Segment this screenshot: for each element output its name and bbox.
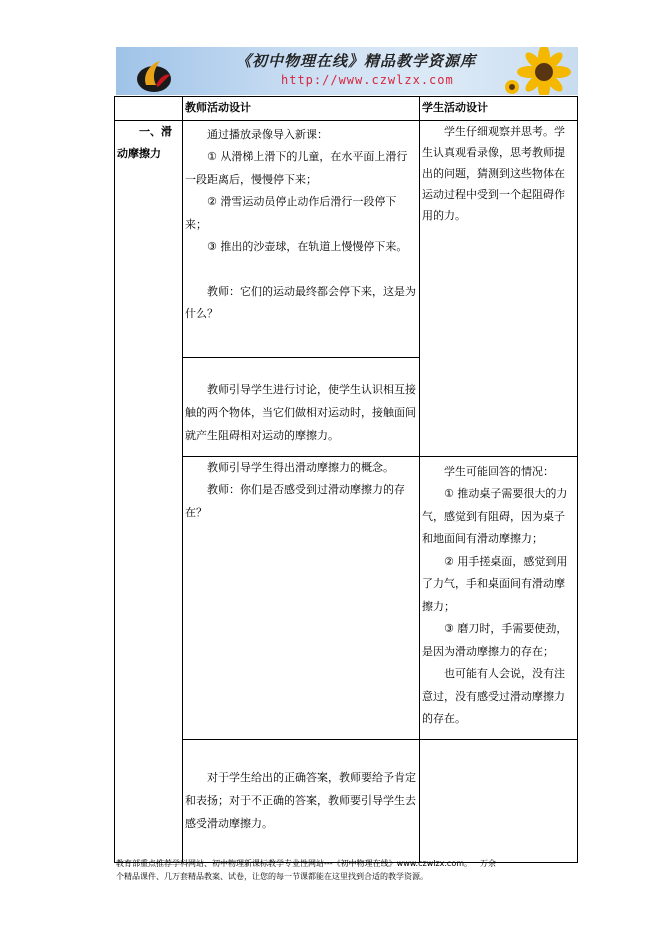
- student-cell-2: [420, 456, 578, 739]
- teacher-text: ② 滑雪运动员停止动作后滑行一段停下来；: [185, 195, 397, 231]
- teacher-text: 教师引导学生得出滑动摩擦力的概念。: [207, 460, 394, 474]
- section-label: 一、滑动摩擦力: [117, 124, 172, 160]
- student-text: 学生可能回答的情况：: [444, 464, 554, 478]
- header-cell-section: [115, 97, 183, 121]
- student-cell-3: [420, 739, 578, 862]
- teacher-cell-3: [183, 456, 420, 739]
- teacher-text: [185, 259, 417, 281]
- teacher-text: 教师引导学生进行讨论，使学生认识相互接触的两个物体，当它们做相对运动时，接触面间就产生阻碍相对运动的摩擦力。: [185, 382, 416, 442]
- teacher-cell-1: [183, 120, 420, 357]
- table-row: [115, 456, 578, 739]
- student-text: ① 推动桌子需要很大的力气，感觉到有阻碍，因为桌子和地面间有滑动摩擦力；: [422, 487, 568, 545]
- header-cell-teacher: 教师活动设计: [183, 97, 420, 121]
- teacher-text: 通过播放录像导入新课：: [207, 127, 328, 141]
- banner-title: 《初中物理在线》精品教学资源库: [236, 52, 477, 70]
- teacher-text: ③ 推出的沙壶球，在轨道上慢慢停下来。: [207, 240, 408, 253]
- student-text: 也可能有人会说，没有注意过，没有感受过滑动摩擦力的存在。: [422, 667, 565, 725]
- sunflower-icon: [504, 47, 574, 95]
- site-logo-icon: [134, 55, 174, 95]
- teacher-cell-4: [183, 739, 420, 862]
- table-row: [115, 120, 578, 357]
- banner-url[interactable]: http://www.czwlzx.com: [281, 73, 454, 87]
- footer-line-2: 个精品课件、几万套精品教案、试卷，让您的每一节课都能在这里找到合适的教学资源。: [116, 872, 428, 881]
- teacher-text: 对于学生给出的正确答案，教师要给予肯定和表扬；对于不正确的答案，教师要引导学生去感受滑动摩擦力。: [185, 770, 416, 830]
- site-banner: [116, 47, 578, 95]
- teacher-text: 教师：它们的运动最终都会停下来，这是为什么？: [185, 284, 416, 320]
- student-text: ② 用手搓桌面，感觉到用了力气，手和桌面间有滑动摩擦力；: [422, 554, 568, 613]
- teacher-cell-2: [183, 357, 420, 456]
- section-label-cell: [115, 120, 183, 862]
- student-text: 学生仔细观察并思考。学生认真观看录像，思考教师提出的问题，猜测到这些物体在运动过程中受到一个起阻碍作用的力。: [422, 124, 565, 222]
- page-footer: [116, 857, 586, 883]
- student-text: ③ 磨刀时，手需要使劲，是因为滑动摩擦力的存在；: [422, 622, 568, 658]
- footer-line-1: 教育部重点推荐学科网站、初中物理新课标教学专业性网站---《初中物理在线》www.czwlzx.com。一万余: [116, 859, 497, 868]
- header-cell-student: 学生活动设计: [420, 97, 578, 121]
- student-cell-1: [420, 120, 578, 456]
- table-row: [115, 739, 578, 862]
- lesson-table: [114, 96, 578, 863]
- table-header-row: [115, 97, 578, 121]
- teacher-text: 教师：你们是否感受到过滑动摩擦力的存在？: [185, 483, 405, 519]
- teacher-text: ① 从滑梯上滑下的儿童，在水平面上滑行一段距离后，慢慢停下来；: [185, 150, 408, 186]
